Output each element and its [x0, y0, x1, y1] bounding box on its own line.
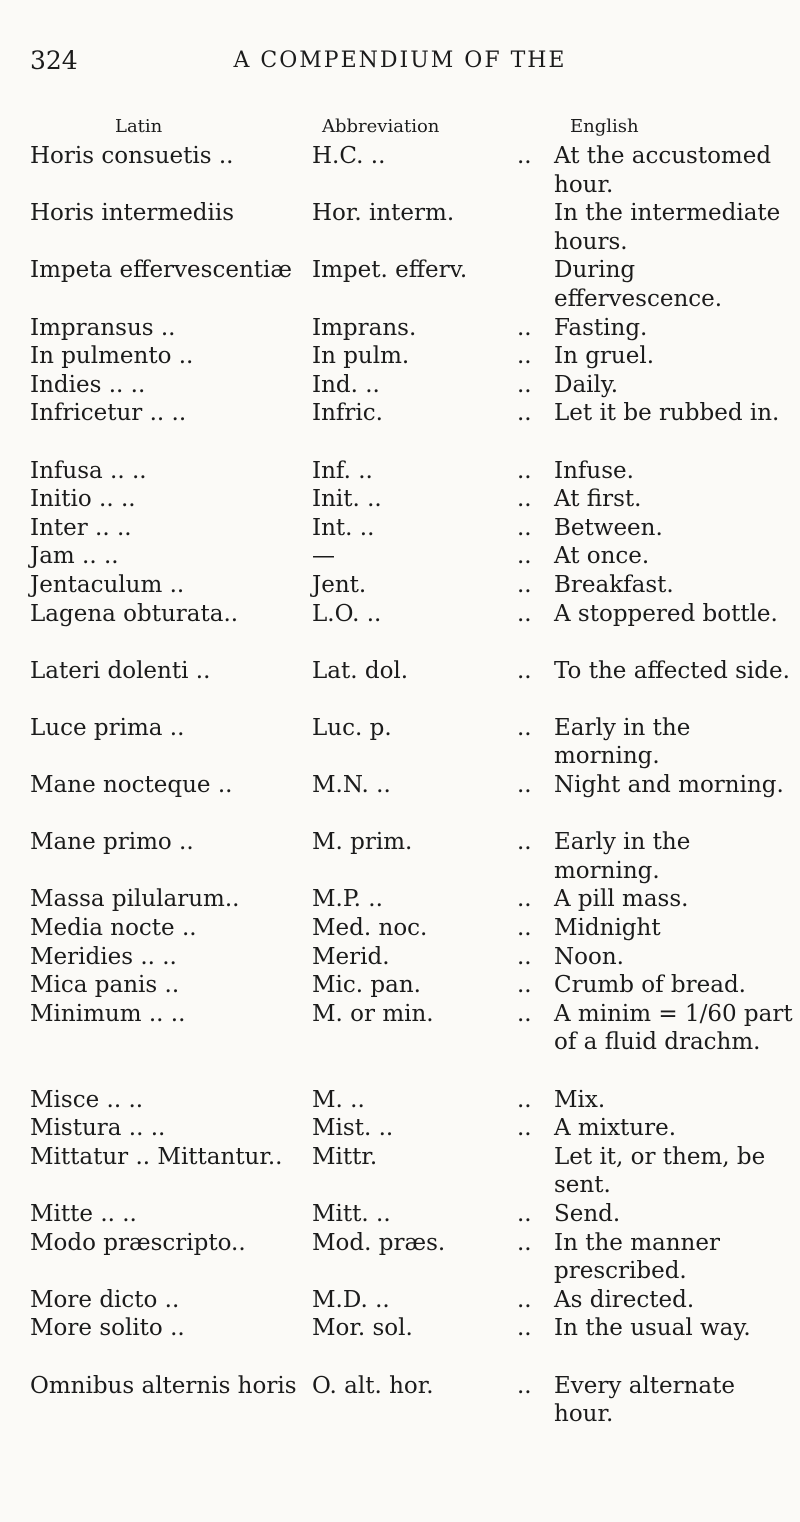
table-row: [0, 1229, 800, 1286]
latin-term: Horis consuetis ..: [30, 143, 234, 169]
latin-term: Minimum .. ..: [30, 1000, 186, 1027]
english-meaning: Infuse.: [554, 457, 634, 484]
leader-dots: ..: [517, 1315, 532, 1342]
english-meaning: Let it be rubbed in.: [554, 400, 780, 427]
page-number: 324: [30, 46, 78, 75]
leader-dots: ..: [517, 1372, 532, 1399]
table-row: [0, 457, 800, 486]
leader-dots: ..: [517, 972, 532, 999]
abbreviation: Merid.: [312, 943, 390, 970]
latin-term: More dicto ..: [30, 1286, 180, 1313]
leader-dots: ..: [517, 371, 532, 398]
latin-term: Jam .. ..: [30, 543, 119, 570]
leader-dots: ..: [517, 1200, 532, 1227]
latin-term: Massa pilularum..: [30, 886, 240, 913]
latin-term: Omnibus alternis horis: [30, 1372, 297, 1399]
english-meaning: Send.: [554, 1200, 621, 1227]
table-row: [0, 1114, 800, 1143]
column-header-abbreviation: Abbreviation: [322, 116, 440, 137]
table-row: [0, 1086, 800, 1115]
english-meaning: Early in the morning.: [554, 714, 691, 770]
latin-term: Modo præscripto..: [30, 1229, 246, 1256]
abbreviation: Mor. sol.: [312, 1315, 413, 1342]
leader-dots: ..: [517, 143, 532, 169]
latin-term: More solito ..: [30, 1315, 185, 1342]
leader-dots: ..: [517, 600, 532, 627]
column-header-english: English: [570, 116, 639, 137]
latin-term: Horis intermediis: [30, 200, 235, 227]
english-meaning: As directed.: [554, 1286, 695, 1313]
abbreviation: Inf. ..: [312, 457, 373, 484]
english-meaning: Fasting.: [554, 314, 648, 341]
latin-term: Infusa .. ..: [30, 457, 147, 484]
abbreviation: M. ..: [312, 1086, 365, 1113]
abbreviation: In pulm.: [312, 343, 410, 370]
abbreviation: Infric.: [312, 400, 383, 427]
leader-dots: ..: [517, 514, 532, 541]
abbreviation: Int. ..: [312, 514, 375, 541]
table-row: [0, 485, 800, 514]
english-meaning: Breakfast.: [554, 571, 674, 598]
english-meaning: In the intermediate hours.: [554, 200, 781, 255]
leader-dots: ..: [517, 1086, 532, 1113]
latin-term: Mistura .. ..: [30, 1115, 166, 1142]
abbreviation: Mitt. ..: [312, 1200, 391, 1227]
leader-dots: ..: [517, 772, 532, 799]
abbreviation: Hor. interm.: [312, 200, 455, 227]
abbreviation: Med. noc.: [312, 915, 428, 942]
leader-dots: ..: [517, 829, 532, 856]
leader-dots: ..: [517, 1115, 532, 1142]
latin-term: Misce .. ..: [30, 1086, 144, 1113]
leader-dots: ..: [517, 915, 532, 942]
leader-dots: ..: [517, 343, 532, 370]
table-row: [0, 371, 800, 400]
abbreviation: Init. ..: [312, 486, 382, 513]
leader-dots: ..: [517, 400, 532, 427]
leader-dots: ..: [517, 571, 532, 598]
english-meaning: Night and morning.: [554, 772, 784, 799]
english-meaning: Daily.: [554, 371, 619, 398]
table-row: [0, 514, 800, 543]
english-meaning: During effervescence.: [554, 257, 723, 312]
abbreviation: Jent.: [312, 571, 367, 598]
abbreviation: L.O. ..: [312, 600, 382, 627]
latin-term: Inter .. ..: [30, 514, 132, 541]
leader-dots: ..: [517, 943, 532, 970]
english-meaning: A mixture.: [554, 1115, 677, 1142]
english-meaning: At the accustomed hour.: [554, 143, 772, 198]
table-row: [0, 1143, 800, 1200]
table-row: [0, 943, 800, 972]
latin-term: In pulmento ..: [30, 343, 194, 370]
leader-dots: ..: [517, 714, 532, 741]
column-headers: [0, 116, 800, 142]
abbreviation: Imprans.: [312, 314, 417, 341]
english-meaning: Let it, or them, be sent.: [554, 1143, 766, 1199]
abbreviation: M. prim.: [312, 829, 413, 856]
abbreviation: Mic. pan.: [312, 972, 421, 999]
leader-dots: ..: [517, 543, 532, 570]
running-head: A COMPENDIUM OF THE: [233, 48, 567, 73]
leader-dots: ..: [517, 486, 532, 513]
english-meaning: Midnight: [554, 915, 661, 942]
table-row: [0, 714, 800, 771]
latin-term: Mittatur .. Mittantur..: [30, 1143, 283, 1170]
english-meaning: Mix.: [554, 1086, 606, 1113]
table-row: [0, 828, 800, 885]
abbreviation: Mist. ..: [312, 1115, 394, 1142]
latin-term: Indies .. ..: [30, 371, 146, 398]
english-meaning: Every alternate hour.: [554, 1372, 735, 1428]
leader-dots: ..: [517, 314, 532, 341]
table-row: [0, 1286, 800, 1315]
leader-dots: ..: [517, 886, 532, 913]
abbreviation-table: [0, 142, 800, 1429]
latin-term: Mica panis ..: [30, 972, 180, 999]
table-row: [0, 771, 800, 828]
abbreviation: M. or min.: [312, 1000, 434, 1027]
latin-term: Media nocte ..: [30, 915, 197, 942]
abbreviation: O. alt. hor.: [312, 1372, 434, 1399]
english-meaning: Noon.: [554, 943, 624, 970]
english-meaning: Early in the morning.: [554, 829, 691, 884]
english-meaning: A stoppered bottle.: [554, 600, 778, 627]
table-row: [0, 1372, 800, 1429]
latin-term: Infricetur .. ..: [30, 400, 187, 427]
table-row: [0, 657, 800, 714]
table-row: [0, 342, 800, 371]
english-meaning: A pill mass.: [554, 886, 689, 913]
table-row: [0, 600, 800, 657]
column-header-latin: Latin: [115, 116, 163, 137]
latin-term: Mitte .. ..: [30, 1200, 137, 1227]
table-row: [0, 199, 800, 256]
abbreviation: —: [312, 543, 335, 570]
abbreviation: Ind. ..: [312, 371, 380, 398]
latin-term: Jentaculum ..: [30, 571, 185, 598]
leader-dots: ..: [517, 1000, 532, 1027]
leader-dots: ..: [517, 1286, 532, 1313]
abbreviation: M.N. ..: [312, 772, 391, 799]
latin-term: Meridies .. ..: [30, 943, 177, 970]
latin-term: Impeta effervescentiæ: [30, 257, 292, 284]
table-row: [0, 399, 800, 456]
english-meaning: To the affected side.: [554, 657, 790, 684]
leader-dots: ..: [517, 457, 532, 484]
page-header: [0, 46, 800, 86]
latin-term: Luce prima ..: [30, 714, 185, 741]
table-row: [0, 971, 800, 1000]
abbreviation: Mittr.: [312, 1143, 378, 1170]
english-meaning: In the manner prescribed.: [554, 1229, 720, 1285]
english-meaning: Crumb of bread.: [554, 972, 746, 999]
abbreviation: Lat. dol.: [312, 657, 409, 684]
table-row: [0, 314, 800, 343]
latin-term: Initio .. ..: [30, 486, 136, 513]
table-row: [0, 256, 800, 313]
table-row: [0, 542, 800, 571]
english-meaning: In the usual way.: [554, 1315, 751, 1342]
abbreviation: M.P. ..: [312, 886, 383, 913]
latin-term: Mane nocteque ..: [30, 772, 233, 799]
abbreviation: M.D. ..: [312, 1286, 390, 1313]
english-meaning: In gruel.: [554, 343, 655, 370]
abbreviation: Impet. efferv.: [312, 257, 468, 284]
abbreviation: Mod. præs.: [312, 1229, 446, 1256]
table-row: [0, 914, 800, 943]
table-row: [0, 1000, 800, 1086]
table-row: [0, 142, 800, 199]
abbreviation: Luc. p.: [312, 714, 392, 741]
leader-dots: ..: [517, 1229, 532, 1256]
leader-dots: ..: [517, 657, 532, 684]
english-meaning: At first.: [554, 486, 642, 513]
english-meaning: A minim = 1/60 part of a fluid drachm.: [554, 1000, 793, 1056]
abbreviation: H.C. ..: [312, 143, 386, 169]
english-meaning: At once.: [554, 543, 650, 570]
table-row: [0, 885, 800, 914]
latin-term: Lagena obturata..: [30, 600, 239, 627]
latin-term: Impransus ..: [30, 314, 176, 341]
english-meaning: Between.: [554, 514, 663, 541]
latin-term: Mane primo ..: [30, 829, 194, 856]
table-row: [0, 1200, 800, 1229]
table-row: [0, 571, 800, 600]
table-row: [0, 1314, 800, 1371]
latin-term: Lateri dolenti ..: [30, 657, 211, 684]
